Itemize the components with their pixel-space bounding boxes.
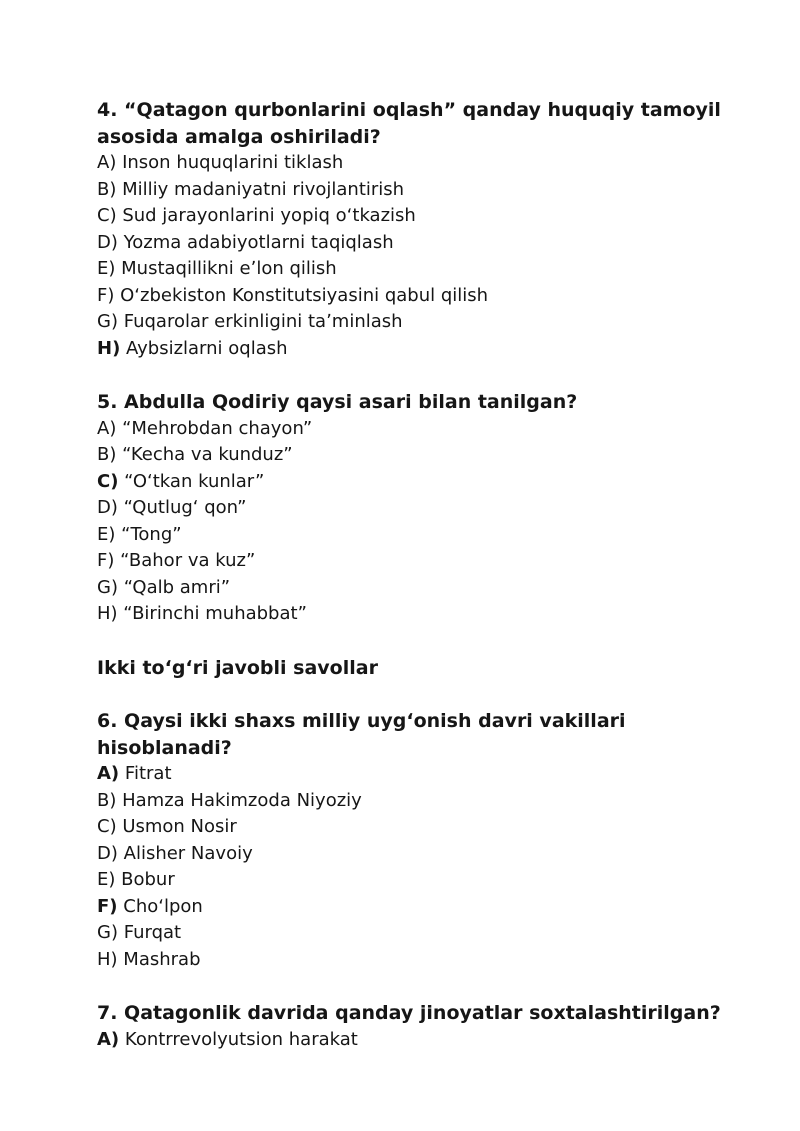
option-text: “Qalb amri” (123, 576, 231, 598)
option-letter: B) (97, 789, 117, 811)
option-text: Kontrrevolyutsion harakat (124, 1028, 358, 1050)
option-text: Hamza Hakimzoda Niyoziy (122, 789, 362, 811)
option-letter: A) (97, 152, 117, 173)
option-text: Bobur (121, 869, 175, 890)
options-list (97, 761, 737, 973)
spacer (97, 362, 737, 389)
option-letter: G) (97, 922, 118, 943)
option-b (97, 177, 737, 204)
option-h (97, 947, 737, 974)
section-heading: Ikki toʻgʻri javobli savollar (97, 656, 378, 679)
option-letter: D) (97, 842, 118, 864)
option-letter: C) (97, 205, 117, 226)
option-text: Mashrab (123, 948, 201, 970)
option-g (97, 575, 737, 602)
option-letter: B) (97, 178, 117, 200)
option-a (97, 150, 737, 177)
option-letter: C) (97, 470, 119, 492)
option-letter: E) (97, 869, 116, 890)
option-text: Inson huquqlarini tiklash (122, 152, 344, 173)
option-text: “Kecha va kunduz” (122, 444, 293, 465)
option-c (97, 203, 737, 230)
option-e (97, 256, 737, 283)
option-c (97, 469, 737, 496)
question-4 (97, 97, 737, 362)
option-letter: F) (97, 550, 115, 571)
option-text: Oʻzbekiston Konstitutsiyasini qabul qilish (120, 284, 489, 306)
option-h (97, 336, 737, 363)
option-d (97, 841, 737, 868)
option-letter: E) (97, 258, 116, 279)
option-text: Alisher Navoiy (123, 842, 253, 864)
option-text: “Birinchi muhabbat” (123, 603, 307, 624)
option-c (97, 814, 737, 841)
question-title: 6. Qaysi ikki shaxs milliy uygʻonish davri vakillari hisoblanadi? (97, 710, 626, 759)
spacer (97, 681, 737, 708)
option-text: “Tong” (121, 523, 182, 545)
option-letter: B) (97, 444, 117, 465)
option-text: Choʻlpon (123, 895, 203, 917)
option-text: Sud jarayonlarini yopiq oʻtkazish (122, 205, 416, 226)
question-title: 7. Qatagonlik davrida qanday jinoyatlar soxtalashtirilgan? (97, 1002, 721, 1024)
option-text: “Mehrobdan chayon” (122, 417, 313, 439)
option-text: Mustaqillikni eʼlon qilish (121, 258, 337, 279)
option-letter: F) (97, 895, 118, 917)
option-f (97, 548, 737, 575)
option-text: Furqat (123, 922, 182, 943)
option-letter: F) (97, 284, 115, 306)
option-letter: D) (97, 231, 118, 253)
question-5 (97, 389, 737, 628)
option-g (97, 920, 737, 947)
option-text: Fitrat (124, 763, 172, 784)
option-letter: D) (97, 497, 118, 518)
option-letter: G) (97, 311, 118, 332)
option-letter: H) (97, 337, 121, 359)
option-a (97, 416, 737, 443)
option-letter: A) (97, 763, 120, 784)
option-letter: A) (97, 1028, 120, 1050)
option-letter: H) (97, 603, 118, 624)
options-list (97, 1027, 737, 1054)
option-b (97, 442, 737, 469)
option-text: Milliy madaniyatni rivojlantirish (122, 178, 405, 200)
option-letter: A) (97, 417, 117, 439)
option-letter: E) (97, 523, 116, 545)
option-text: Fuqarolar erkinligini taʼminlash (123, 311, 403, 332)
option-text: “Bahor va kuz” (120, 550, 256, 571)
options-list (97, 150, 737, 362)
question-6 (97, 708, 737, 973)
question-7 (97, 1000, 737, 1053)
option-b (97, 788, 737, 815)
question-title: 4. “Qatagon qurbonlarini oqlash” qanday huquqiy tamoyil asosida amalga oshiriladi? (97, 99, 721, 148)
option-text: “O‘tkan kunlar” (124, 470, 265, 492)
option-text: Yozma adabiyotlarni taqiqlash (123, 231, 394, 253)
document-page (97, 97, 737, 1053)
option-d (97, 495, 737, 522)
option-letter: G) (97, 576, 118, 598)
option-f (97, 894, 737, 921)
option-text: Usmon Nosir (122, 816, 237, 837)
option-e (97, 522, 737, 549)
options-list (97, 416, 737, 628)
option-letter: H) (97, 948, 118, 970)
option-text: “Qutlug‘ qon” (123, 497, 247, 518)
option-g (97, 309, 737, 336)
option-a (97, 1027, 737, 1054)
option-text: Aybsizlarni oqlash (126, 337, 288, 359)
spacer (97, 628, 737, 655)
option-letter: C) (97, 816, 117, 837)
question-title: 5. Abdulla Qodiriy qaysi asari bilan tanilgan? (97, 391, 578, 413)
option-d (97, 230, 737, 257)
option-e (97, 867, 737, 894)
spacer (97, 973, 737, 1000)
option-h (97, 601, 737, 628)
option-f (97, 283, 737, 310)
option-a (97, 761, 737, 788)
